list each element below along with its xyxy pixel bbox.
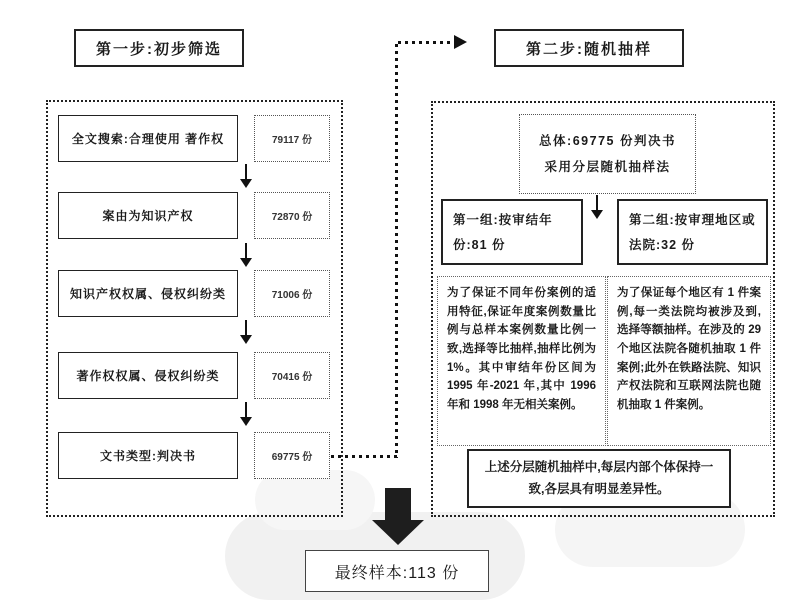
filter-box-5 [58, 432, 238, 479]
count-value: 69775 份 [271, 452, 313, 463]
filter-box-1 [58, 115, 238, 162]
down-arrow-icon [239, 402, 253, 426]
dotted-connector-arrowhead-icon [454, 35, 467, 49]
count-value: 70416 份 [271, 372, 313, 383]
step1-title-box [74, 29, 244, 67]
population-line2: 采用分层随机抽样法 [544, 160, 671, 174]
group1-description: 为了保证不同年份案例的适用特征,保证年度案例数量比例与总样本案例数量比例一致,选择等比抽样,抽样比例为 1%。其中审结年份区间为 1995 年-2021 年,其中 1996 年和 1998 年无相关案例。 [447, 287, 596, 411]
group2-description: 为了保证每个地区有 1 件案例,每一类法院均被涉及到,选择等额抽样。在涉及的 29 个地区法院各随机抽取 1 件案例;此外在铁路法院、知识产权法院和互联网法院也随机抽取 1 件案例。 [617, 287, 761, 411]
filter-label: 文书类型:判决书 [100, 449, 196, 463]
dotted-connector-bottom [331, 455, 397, 458]
sampling-note: 上述分层随机抽样中,每层内部个体保持一致,各层具有明显差异性。 [484, 460, 714, 496]
down-arrow-icon [590, 195, 604, 219]
filter-label: 全文搜索:合理使用 著作权 [71, 132, 225, 146]
step2-title: 第二步:随机抽样 [526, 40, 652, 58]
group2-box [617, 199, 768, 265]
down-arrow-icon [239, 320, 253, 344]
final-sample-label: 最终样本:113 份 [334, 564, 460, 582]
dotted-connector-top [398, 41, 454, 44]
count-box-3 [254, 270, 330, 317]
group1-description-box [437, 276, 606, 446]
filter-label: 著作权权属、侵权纠纷类 [76, 369, 220, 383]
sampling-note-box [467, 449, 731, 508]
count-box-1 [254, 115, 330, 162]
count-value: 79117 份 [271, 135, 313, 146]
count-value: 72870 份 [271, 212, 313, 223]
group2-description-box [607, 276, 771, 446]
filter-label: 案由为知识产权 [102, 209, 194, 223]
step1-title: 第一步:初步筛选 [96, 40, 222, 58]
group2-label: 第二组:按审理地区或法院:32 份 [629, 213, 756, 252]
big-down-arrow-icon [372, 488, 424, 545]
filter-box-2 [58, 192, 238, 239]
step2-title-box [494, 29, 684, 67]
filter-label: 知识产权权属、侵权纠纷类 [69, 287, 226, 301]
count-value: 71006 份 [271, 290, 313, 301]
down-arrow-icon [239, 164, 253, 188]
count-box-5 [254, 432, 330, 479]
filter-box-4 [58, 352, 238, 399]
down-arrow-icon [239, 243, 253, 267]
final-sample-box [305, 550, 489, 592]
group1-label: 第一组:按审结年份:81 份 [453, 213, 553, 252]
dotted-connector-vertical [395, 44, 398, 458]
population-box [519, 114, 696, 194]
group1-box [441, 199, 583, 265]
count-box-2 [254, 192, 330, 239]
population-line1: 总体:69775 份判决书 [539, 133, 676, 148]
filter-box-3 [58, 270, 238, 317]
count-box-4 [254, 352, 330, 399]
